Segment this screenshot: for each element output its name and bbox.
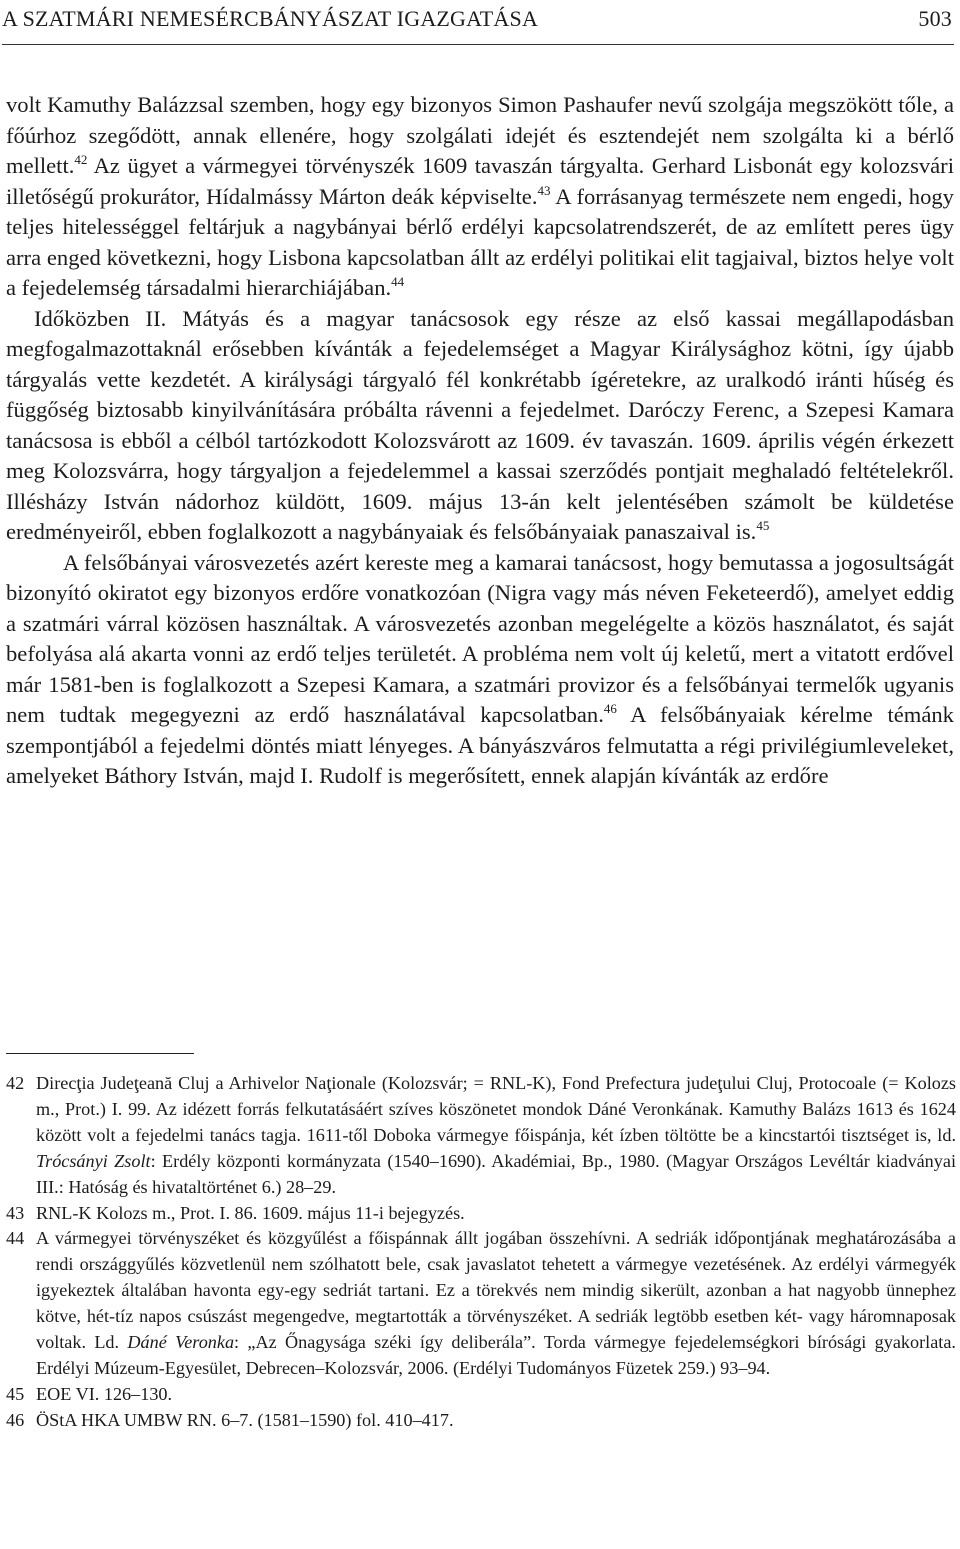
- paragraph: [6, 90, 954, 304]
- footnote-number: 44: [6, 1228, 25, 1249]
- footnotes: [6, 1071, 956, 1434]
- footnote-text: RNL-K Kolozs m., Prot. I. 86. 1609. május 11-i bejegyzés.: [36, 1202, 465, 1223]
- paragraph: [6, 304, 954, 548]
- footnote-number: 45: [6, 1383, 25, 1404]
- text-run: A forrásanyag természete nem engedi, hogy teljes hitelességgel feltárjuk a nagybányai bérlő erdélyi kapcsolatrendszerét, de az említett peres ügy arra enged következni, hogy Lisbona kapcsolatban állt az erdélyi politikai elit tagjaival, biztos helye volt a fejedelemség társadalmi hierarchiájában.: [6, 183, 954, 300]
- text-run: Időközben II. Mátyás és a magyar tanácsosok egy része az első kassai megállapodásban megfogalmazottaknál erősebben kívánták a fejedelemséget a Magyar Királysághoz kötni, így újabb tárgyalás vette kezdetét. A királysági tárgyaló fél konkrétabb ígéretekre, az uralkodó iránti hűség és függőség biztosabb kinyilvánítására próbálta rávenni a fejedelmet. Daróczy Ferenc, a Szepesi Kamara tanácsosa is ebből a célból tartózkodott Kolozsvárott az 1609. év tavaszán. 1609. április végén érkezett meg Kolozsvárra, hogy tárgyaljon a fejedelemmel a kassai szerződés pontjait meghaladó feltételekről. Illésházy István nádorhoz küldött, 1609. május 13-án kelt jelentésében számolt be küldetése eredményeiről, ebben foglalkozott a nagybányaiak és felsőbányaiak panaszaival is.: [6, 305, 954, 544]
- header-rule: [2, 44, 954, 45]
- footnote-ref[interactable]: 42: [74, 152, 88, 167]
- footnote-ref[interactable]: 45: [756, 518, 770, 533]
- footnote: [6, 1201, 956, 1227]
- footnote: [6, 1382, 956, 1408]
- text-run: : „Az Őnagysága széki így deliberála”. Torda vármegye fejedelemségkori bírósági gyakorlata. Erdélyi Múzeum-Egyesület, Debrecen–Kolozsvár, 2006. (Erdélyi Tudományos Füzetek 259.) 93–94.: [36, 1332, 956, 1378]
- main-text: [6, 90, 954, 792]
- footnote-text: ÖStA HKA UMBW RN. 6–7. (1581–1590) fol. 410–417.: [36, 1409, 454, 1430]
- author-name: Dáné Veronka: [127, 1332, 235, 1353]
- footnote-rule: [6, 1053, 194, 1054]
- footnote: [6, 1226, 956, 1381]
- page-number: 503: [918, 6, 952, 31]
- footnote-text: [36, 1226, 956, 1381]
- text-run: Az ügyet a vármegyei törvényszék 1609 tavaszán tárgyalta. Gerhard Lisbonát egy kolozsvári illetőségű prokurátor, Hídalmássy Márton deák képviselte.: [6, 153, 954, 209]
- text-run: A vármegyei törvényszéket és közgyűlést a főispánnak állt jogában összehívni. A sedriák időpontjának meghatározásába a rendi országgyűlés közvetlenül nem szólhatott bele, csak javaslatot tehetett a vármegye vezetésének. Az erdélyi vármegyék igyekeztek általában havonta egy-egy sedriát tartani. Ez a törekvés nem mindig sikerült, azonban a hat nagyobb ünnephez kötve, hét-tíz napos csúszást megengedve, megtartották a törvényszéket. A sedriák legtöbb esetben két- vagy háromnaposak voltak. Ld.: [36, 1228, 956, 1353]
- text-run: A felsőbányai városvezetés azért kereste meg a kamarai tanácsost, hogy bemutassa a jogosultságát bizonyító okiratot egy bizonyos erdőre vonatkozóan (Nigra vagy más néven Feketeerdő), amelyet eddig a szatmári várral közösen használtak. A városvezetés azonban megelégelte a közös használatot, és saját befolyása alá akarta vonni az erdő teljes területét. A probléma nem volt új keletű, mert a vitatott erdővel már 1581-ben is foglalkozott a Szepesi Kamara, a szatmári provizor és a felsőbányai termelők ugyanis nem tudtak megegyezni az erdő használatával kapcsolatban.: [6, 549, 954, 727]
- text-run: Direcţia Judeţeană Cluj a Arhivelor Naţionale (Kolozsvár; = RNL-K), Fond Prefectura judeţului Cluj, Protocoale (= Kolozs m., Prot.) I. 99. Az idézett forrás felkutatásáért szíves köszönetet mondok Dáné Veronkának. Kamuthy Balázs 1613 és 1624 között volt a fejedelmi tanács tagja. 1611-től Doboka vármegye főispánja, két ízben töltötte be a kincstartói tisztséget is, ld.: [36, 1073, 956, 1145]
- footnote-number: 46: [6, 1409, 25, 1430]
- footnote-text: EOE VI. 126–130.: [36, 1383, 173, 1404]
- footnote-text: [36, 1071, 956, 1201]
- footnote-number: 42: [6, 1073, 25, 1093]
- paragraph: [6, 548, 954, 792]
- running-title: A SZATMÁRI NEMESÉRCBÁNYÁSZAT IGAZGATÁSA: [2, 6, 539, 31]
- footnote-ref[interactable]: 44: [391, 274, 405, 289]
- footnote-ref[interactable]: 46: [603, 701, 617, 716]
- footnote: [6, 1408, 956, 1434]
- footnote: [6, 1071, 956, 1201]
- author-name: Trócsányi Zsolt: [36, 1150, 151, 1171]
- running-header: [2, 6, 958, 32]
- text-run: volt Kamuthy Balázzsal szemben, hogy egy bizonyos Simon Pashaufer nevű szolgája megszökött tőle, a főúrhoz szegődött, annak ellenére, hogy szolgálati idejét és esztendejét nem szolgálta ki a bérlő mellett.: [6, 92, 954, 178]
- footnote-number: 43: [6, 1202, 25, 1223]
- text-run: A felsőbányaiak kérelme témánk szempontjából a fejedelmi döntés miatt lényeges. A bányászváros felmutatta a régi privilégiumleveleket, amelyeket Báthory István, majd I. Rudolf is megerősített, ennek alapján kívánták az erdőre: [6, 702, 954, 788]
- text-run: : Erdély központi kormányzata (1540–1690). Akadémiai, Bp., 1980. (Magyar Országos Levéltár kiadványai III.: Hatóság és hivataltörténet 6.) 28–29.: [36, 1150, 956, 1197]
- footnote-ref[interactable]: 43: [537, 182, 551, 198]
